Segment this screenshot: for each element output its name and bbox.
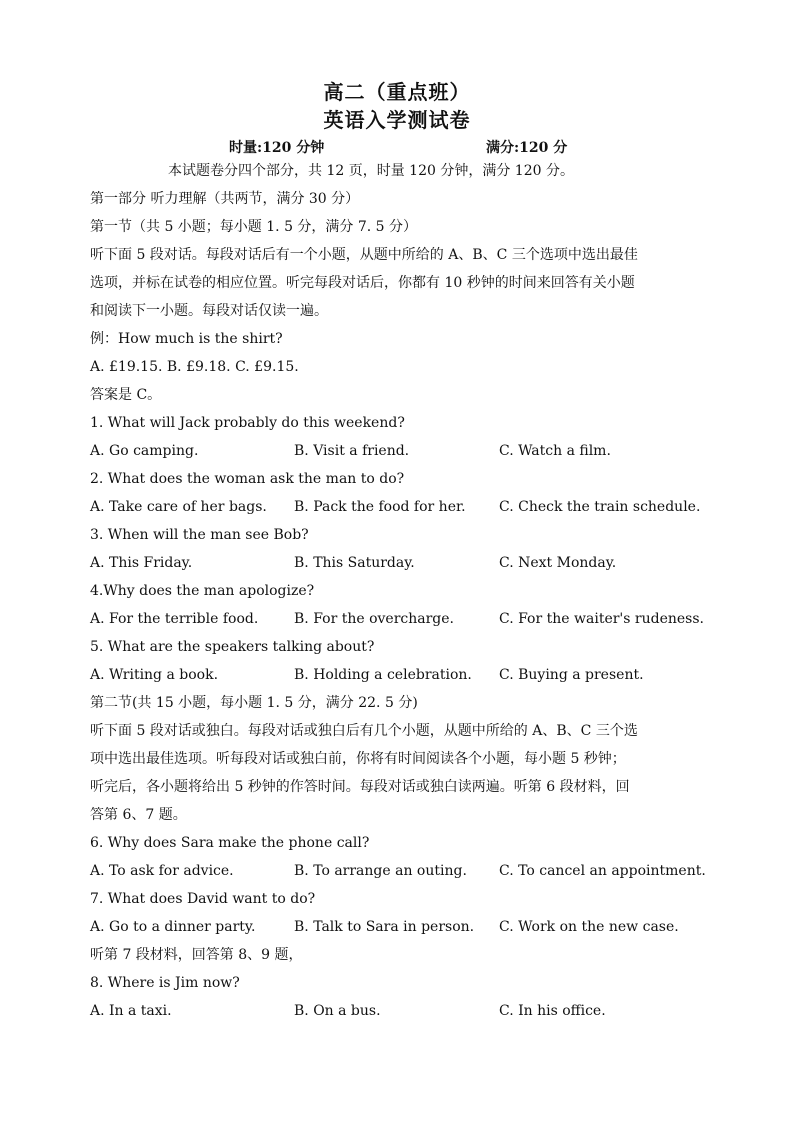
section2-instructions-line4: 答第 6、7 题。 xyxy=(90,807,187,823)
exam-intro: 本试题卷分四个部分，共 12 页，时量 120 分钟，满分 120 分。 xyxy=(168,163,574,179)
option-a: A. Go camping. xyxy=(90,443,199,459)
section2-instructions-line3: 听完后，各小题将给出 5 秒钟的作答时间。每段对话或独白读两遍。听第 6 段材料，回 xyxy=(90,779,630,795)
part1-heading: 第一部分 听力理解（共两节，满分 30 分） xyxy=(90,191,360,207)
section2-instructions-line1: 听下面 5 段对话或独白。每段对话或独白后有几个小题，从题中所给的 A、B、C 三个选 xyxy=(90,723,638,739)
example-options: A. £19.15. B. £9.18. C. £9.15. xyxy=(90,359,299,375)
option-c: C. Watch a film. xyxy=(499,443,611,459)
question-1-options xyxy=(90,442,710,460)
question-8: 8. Where is Jim now? xyxy=(90,975,240,991)
question-1: 1. What will Jack probably do this weekend? xyxy=(90,415,405,431)
question-2: 2. What does the woman ask the man to do? xyxy=(90,471,405,487)
question-3-options xyxy=(90,554,710,572)
full-score: 满分:120 分 xyxy=(486,140,568,156)
exam-title-line2: 英语入学测试卷 xyxy=(323,108,471,132)
option-b: B. Visit a friend. xyxy=(294,443,410,459)
option-b: B. Holding a celebration. xyxy=(294,667,472,683)
section2-heading: 第二节(共 15 小题，每小题 1. 5 分，满分 22. 5 分) xyxy=(90,695,418,711)
section1-instructions-line1: 听下面 5 段对话。每段对话后有一个小题，从题中所给的 A、B、C 三个选项中选出最佳 xyxy=(90,247,638,263)
option-a: A. For the terrible food. xyxy=(90,611,259,627)
option-c: C. For the waiter's rudeness. xyxy=(499,611,704,627)
question-6: 6. Why does Sara make the phone call? xyxy=(90,835,370,851)
time-limit: 时量:120 分钟 xyxy=(229,140,325,156)
option-c: C. Work on the new case. xyxy=(499,919,679,935)
question-4-options xyxy=(90,610,710,628)
option-c: C. In his office. xyxy=(499,1003,606,1019)
option-c: C. Check the train schedule. xyxy=(499,499,701,515)
exam-title-line1: 高二（重点班） xyxy=(323,80,471,104)
option-c: C. Buying a present. xyxy=(499,667,644,683)
question-8-options xyxy=(90,1002,710,1020)
option-b: B. To arrange an outing. xyxy=(294,863,467,879)
example-question: 例：How much is the shirt? xyxy=(90,331,283,347)
question-5-options xyxy=(90,666,710,684)
option-a: A. This Friday. xyxy=(90,555,193,571)
option-a: A. In a taxi. xyxy=(90,1003,172,1019)
option-b: B. Talk to Sara in person. xyxy=(294,919,475,935)
option-b: B. Pack the food for her. xyxy=(294,499,466,515)
example-answer: 答案是 C。 xyxy=(90,387,162,403)
option-a: A. Go to a dinner party. xyxy=(90,919,256,935)
question-3: 3. When will the man see Bob? xyxy=(90,527,309,543)
question-7-options xyxy=(90,918,710,936)
section1-instructions-line3: 和阅读下一小题。每段对话仅读一遍。 xyxy=(90,303,328,319)
question-7: 7. What does David want to do? xyxy=(90,891,316,907)
option-a: A. To ask for advice. xyxy=(90,863,234,879)
option-b: B. This Saturday. xyxy=(294,555,415,571)
question-5: 5. What are the speakers talking about? xyxy=(90,639,375,655)
option-a: A. Writing a book. xyxy=(90,667,219,683)
option-b: B. On a bus. xyxy=(294,1003,381,1019)
option-c: C. Next Monday. xyxy=(499,555,617,571)
section1-instructions-line2: 选项，并标在试卷的相应位置。听完每段对话后，你都有 10 秒钟的时间来回答有关小题 xyxy=(90,275,635,291)
question-6-options xyxy=(90,862,710,880)
question-2-options xyxy=(90,498,710,516)
option-c: C. To cancel an appointment. xyxy=(499,863,706,879)
option-b: B. For the overcharge. xyxy=(294,611,454,627)
question-4: 4.Why does the man apologize? xyxy=(90,583,315,599)
option-a: A. Take care of her bags. xyxy=(90,499,267,515)
section2-instructions-line2: 项中选出最佳选项。听每段对话或独白前，你将有时间阅读各个小题，每小题 5 秒钟； xyxy=(90,751,626,767)
section1-heading: 第一节（共 5 小题；每小题 1. 5 分，满分 7. 5 分） xyxy=(90,219,418,235)
material-7-note: 听第 7 段材料，回答第 8、9 题， xyxy=(90,947,303,963)
